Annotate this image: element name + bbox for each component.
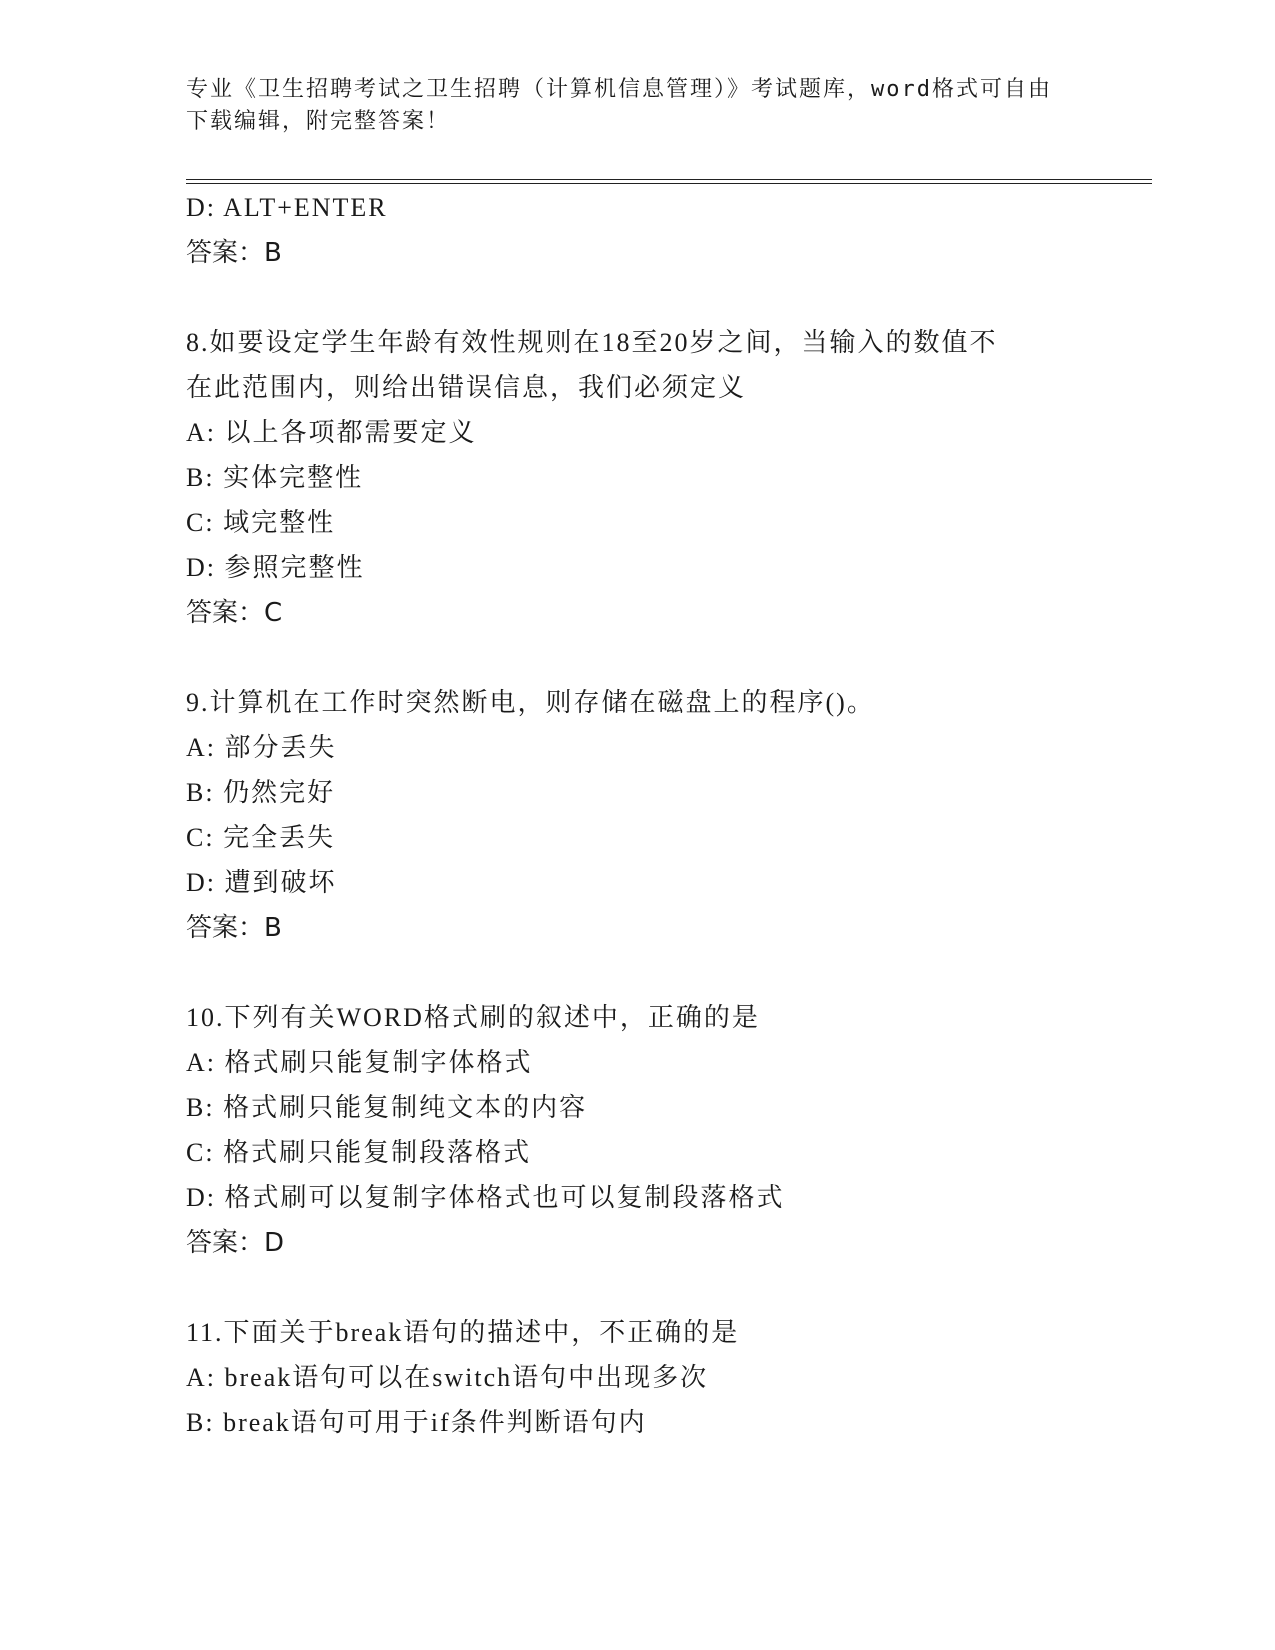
q8-option-c: C: 域完整性 [186, 508, 336, 537]
q9-option-b: B: 仍然完好 [186, 778, 336, 807]
q9-option-a: A: 部分丢失 [186, 733, 337, 762]
q9-answer: 答案：B [186, 913, 282, 943]
q10-option-c: C: 格式刷只能复制段落格式 [186, 1138, 532, 1167]
prev-question-option-d: D: ALT+ENTER [186, 193, 388, 222]
q10-option-a: A: 格式刷只能复制字体格式 [186, 1048, 533, 1077]
q8-option-b: B: 实体完整性 [186, 463, 364, 492]
q8-option-d: D: 参照完整性 [186, 553, 365, 582]
document-header: 专业《卫生招聘考试之卫生招聘（计算机信息管理）》考试题库，word格式可自由下载编辑，附完整答案！ [186, 77, 1052, 134]
q9-stem: 9.计算机在工作时突然断电，则存储在磁盘上的程序()。 [186, 688, 875, 717]
q11-option-b: B: break语句可用于if条件判断语句内 [186, 1408, 647, 1437]
q8-option-a: A: 以上各项都需要定义 [186, 418, 477, 447]
q10-answer: 答案：D [186, 1228, 285, 1258]
prev-question-answer: 答案：B [186, 238, 282, 268]
q8-answer: 答案：C [186, 598, 283, 628]
q10-option-d: D: 格式刷可以复制字体格式也可以复制段落格式 [186, 1183, 785, 1212]
q11-option-a: A: break语句可以在switch语句中出现多次 [186, 1363, 709, 1392]
q11-stem: 11.下面关于break语句的描述中，不正确的是 [186, 1318, 740, 1347]
header-divider-top [186, 179, 1152, 180]
q9-option-c: C: 完全丢失 [186, 823, 336, 852]
header-divider-bottom [186, 183, 1152, 184]
q10-option-b: B: 格式刷只能复制纯文本的内容 [186, 1093, 588, 1122]
q8-stem-line1: 8.如要设定学生年龄有效性规则在18至20岁之间，当输入的数值不 [186, 328, 998, 357]
q8-stem-line2: 在此范围内，则给出错误信息，我们必须定义 [186, 373, 747, 402]
q10-stem: 10.下列有关WORD格式刷的叙述中，正确的是 [186, 1003, 760, 1032]
q9-option-d: D: 遭到破坏 [186, 868, 337, 897]
